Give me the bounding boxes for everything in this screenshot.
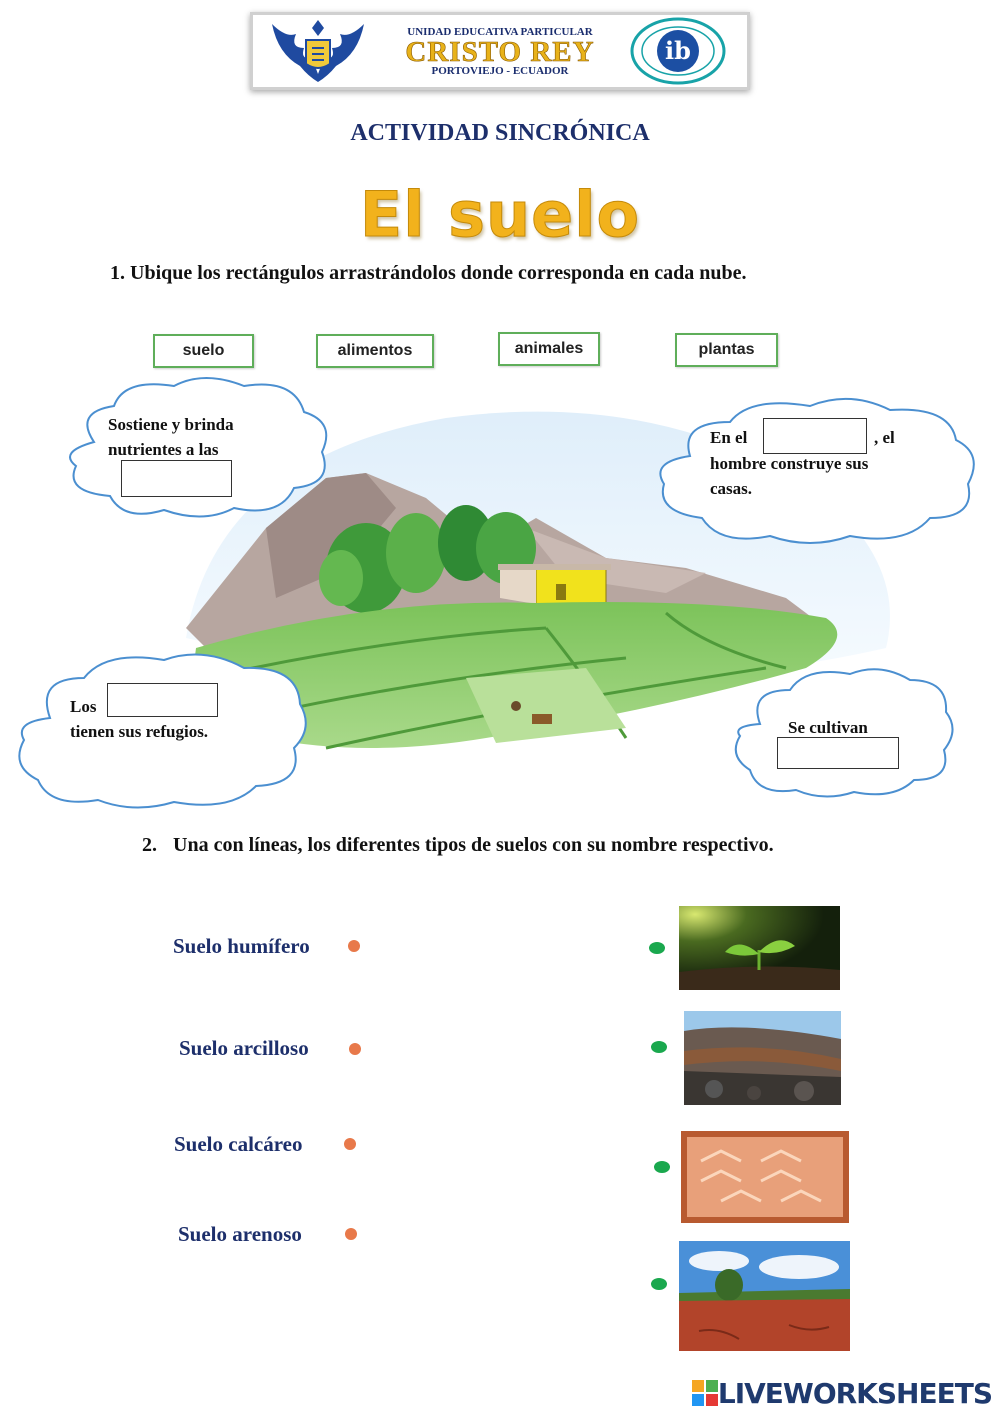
chip-animales[interactable]: animales: [498, 332, 600, 366]
chip-alimentos[interactable]: alimentos: [316, 334, 434, 368]
photo-calcareous-soil: [681, 1131, 849, 1223]
cloud-bottom-right-line1: Se cultivan: [788, 718, 868, 737]
cloud-top-left-line1: Sostiene y brinda: [108, 415, 234, 434]
eagle-crest-icon: [266, 14, 370, 86]
soil-label-calcareo: Suelo calcáreo: [174, 1132, 303, 1156]
chip-suelo[interactable]: suelo: [153, 334, 254, 368]
match-dot-right-2[interactable]: [651, 1041, 667, 1053]
match-dot-right-4[interactable]: [651, 1278, 667, 1290]
match-dot-left-3[interactable]: [344, 1138, 356, 1150]
cloud-bottom-left-line2: tienen sus refugios.: [70, 722, 209, 741]
cloud-top-left-line2: nutrientes a las: [108, 440, 219, 459]
soil-label-arcilloso: Suelo arcilloso: [179, 1036, 309, 1060]
question-2-instruction: [142, 830, 858, 860]
liveworksheets-brand: LIVEWORKSHEETS: [717, 1376, 992, 1410]
cloud-top-right-line3: casas.: [710, 479, 753, 498]
soil-label-humifero: Suelo humífero: [173, 934, 310, 958]
cloud-top-right-line1b: , el: [874, 428, 895, 447]
drop-zone-suelo[interactable]: [763, 418, 867, 454]
drop-zone-plantas[interactable]: [121, 460, 232, 497]
main-title: El suelo: [359, 178, 641, 251]
liveworksheets-logo: [692, 1376, 992, 1410]
ib-world-school-logo: [628, 16, 728, 86]
cloud-bottom-left-line1: Los: [70, 697, 97, 716]
photo-clay-soil: [684, 1011, 841, 1105]
liveworksheets-icon: [692, 1380, 718, 1406]
ib-logo-text: ib: [665, 36, 691, 65]
question-1-instruction: 1. Ubique los rectángulos arrastrándolos donde corresponda en cada nube.: [110, 262, 747, 284]
cloud-top-right-line2: hombre construye sus: [710, 454, 869, 473]
school-name: CRISTO REY: [405, 36, 595, 68]
cloud-top-right-line1a: En el: [710, 428, 748, 447]
school-city: PORTOVIEJO - ECUADOR: [431, 65, 569, 77]
drop-zone-alimentos[interactable]: [777, 737, 899, 769]
activity-title: ACTIVIDAD SINCRÓNICA: [350, 120, 650, 146]
school-type: UNIDAD EDUCATIVA PARTICULAR: [407, 26, 593, 38]
match-dot-right-1[interactable]: [649, 942, 665, 954]
drop-zone-animales[interactable]: [107, 683, 218, 717]
photo-sandy-soil: [679, 1241, 850, 1351]
match-dot-right-3[interactable]: [654, 1161, 670, 1173]
match-dot-left-1[interactable]: [348, 940, 360, 952]
question-2-text: Una con líneas, los diferentes tipos de suelos con su nombre respectivo.: [173, 834, 774, 856]
match-dot-left-4[interactable]: [345, 1228, 357, 1240]
chip-plantas[interactable]: plantas: [675, 333, 778, 367]
soil-label-arenoso: Suelo arenoso: [178, 1222, 302, 1246]
question-2-number: 2.: [142, 834, 157, 856]
match-dot-left-2[interactable]: [349, 1043, 361, 1055]
photo-seedling: [679, 906, 840, 990]
